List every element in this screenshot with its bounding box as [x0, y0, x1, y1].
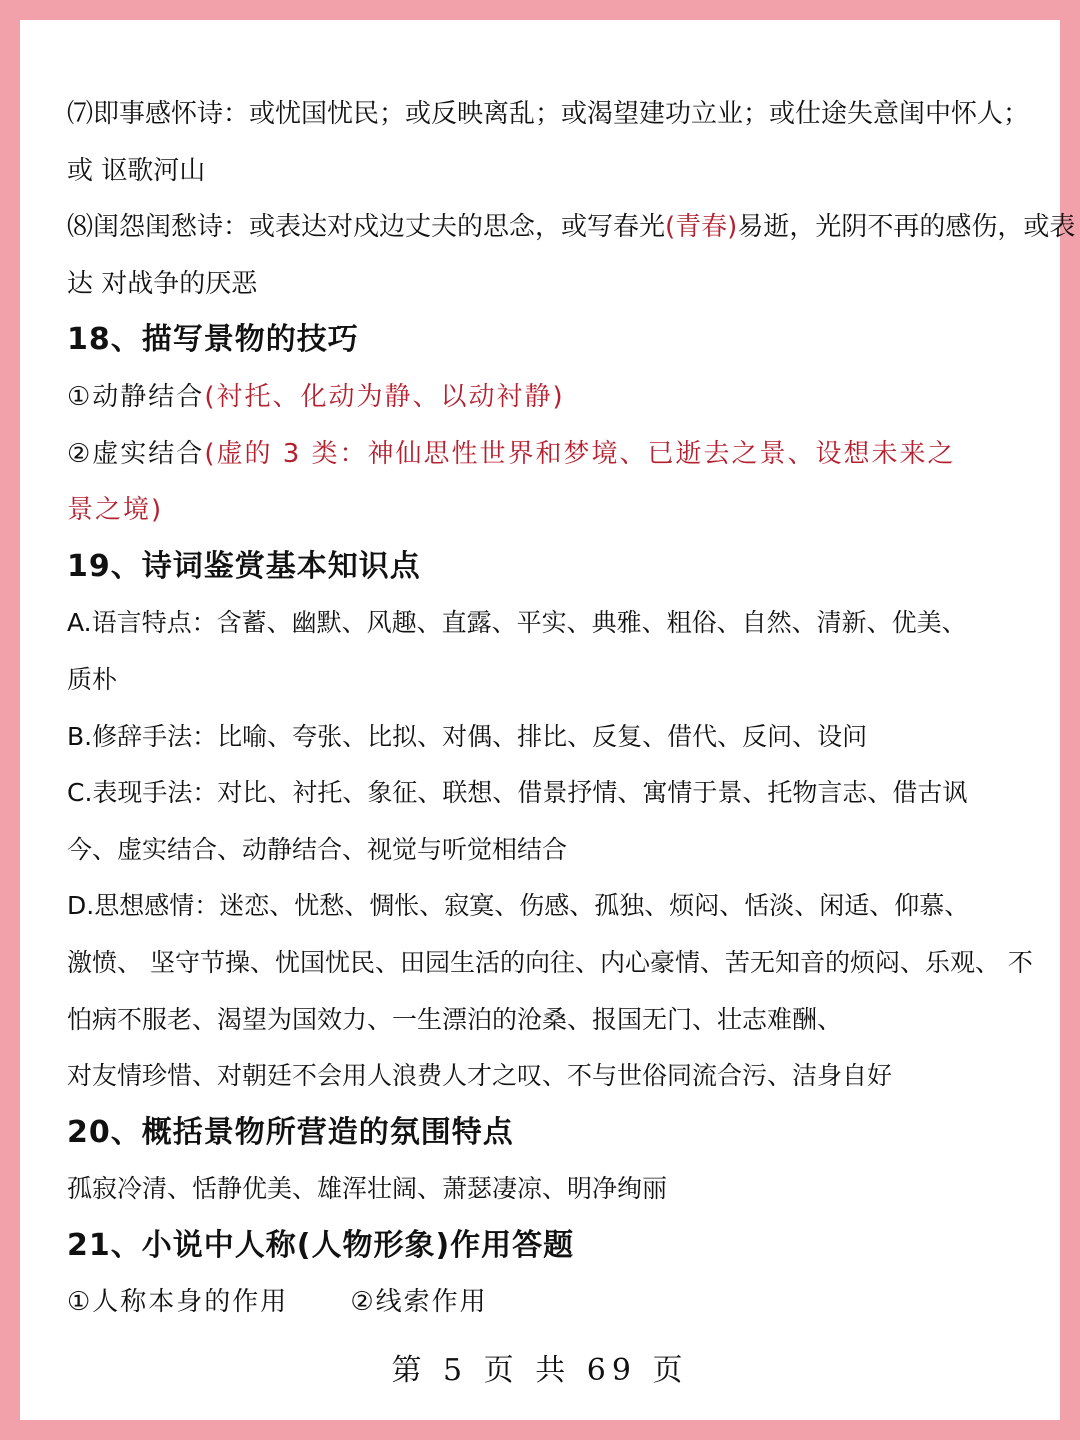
page-number: 第 5 页 共 69 页 [391, 1353, 689, 1388]
line-text: ⑻闺怨闺愁诗：或表达对戍边丈夫的思念，或写春光 [67, 212, 666, 243]
line-text: ⑺即事感怀诗：或忧国忧民；或反映离乱；或渴望建功立业；或仕途失意闺中怀人； [67, 99, 1030, 129]
page-border [10, 10, 1076, 1430]
text-line: 今、虚实结合、动静结合、视觉与听觉相结合 [67, 834, 568, 864]
text-line [67, 1274, 1027, 1331]
text-line: 质朴 [67, 664, 118, 694]
text-line: C.表现手法：对比、衬托、象征、联想、借景抒情、寓情于景、托物言志、借古讽 [67, 778, 968, 808]
page-sheet [20, 20, 1076, 1420]
item-label: ②虚实结合 [67, 438, 205, 469]
section-heading-20: 20、概括景物所营造的氛围特点 [67, 1114, 514, 1150]
section-heading-18: 18、描写景物的技巧 [67, 322, 359, 358]
text-line [67, 86, 1030, 143]
line-text: 达 对战争的厌恶 [67, 268, 258, 299]
text-line: 孤寂冷清、恬静优美、雄浑壮阔、萧瑟凄凉、明净绚丽 [67, 1174, 668, 1204]
text-line [67, 143, 1027, 200]
text-line [67, 369, 1027, 426]
line-text: 或 讴歌河山 [67, 155, 206, 186]
highlight-text: (衬托、化动为静、以动衬静) [204, 381, 565, 412]
item-label: ①人称本身的作用 [67, 1287, 289, 1318]
text-line: 怕病不服老、渴望为国效力、一生漂泊的沧桑、报国无门、壮志难酬、 [67, 1004, 843, 1034]
text-line [67, 426, 1027, 483]
highlight-text: (虚的 3 类：神仙思性世界和梦境、已逝去之景、设想未来之 [204, 438, 956, 469]
text-line: D.思想感情：迷恋、忧愁、惆怅、寂寞、伤感、孤独、烦闷、恬淡、闲适、仰慕、 [67, 891, 970, 921]
text-line: 对友情珍惜、对朝廷不会用人浪费人才之叹、不与世俗同流合污、洁身自好 [67, 1061, 893, 1091]
document-content [67, 86, 1076, 1331]
highlight-text: (青春) [665, 212, 738, 243]
line-text: 易逝，光阴不再的感伤，或表 [737, 212, 1076, 243]
text-line: A.语言特点：含蓄、幽默、风趣、直露、平实、典雅、粗俗、自然、清新、优美、 [67, 608, 967, 638]
item-label: ②线索作用 [350, 1287, 488, 1318]
text-line [67, 256, 1027, 313]
text-line: B.修辞手法：比喻、夸张、比拟、对偶、排比、反复、借代、反问、设问 [67, 721, 868, 751]
text-line: 激愤、 坚守节操、忧国忧民、田园生活的向往、内心豪情、苦无知音的烦闷、乐观、 不 [67, 947, 1033, 977]
section-heading-21: 21、小说中人称(人物形象)作用答题 [67, 1227, 575, 1263]
text-line [67, 199, 1076, 256]
highlight-text: 景之境) [67, 495, 164, 526]
item-label: ①动静结合 [67, 381, 205, 412]
text-line [67, 482, 1027, 539]
section-heading-19: 19、诗词鉴赏基本知识点 [67, 548, 421, 584]
